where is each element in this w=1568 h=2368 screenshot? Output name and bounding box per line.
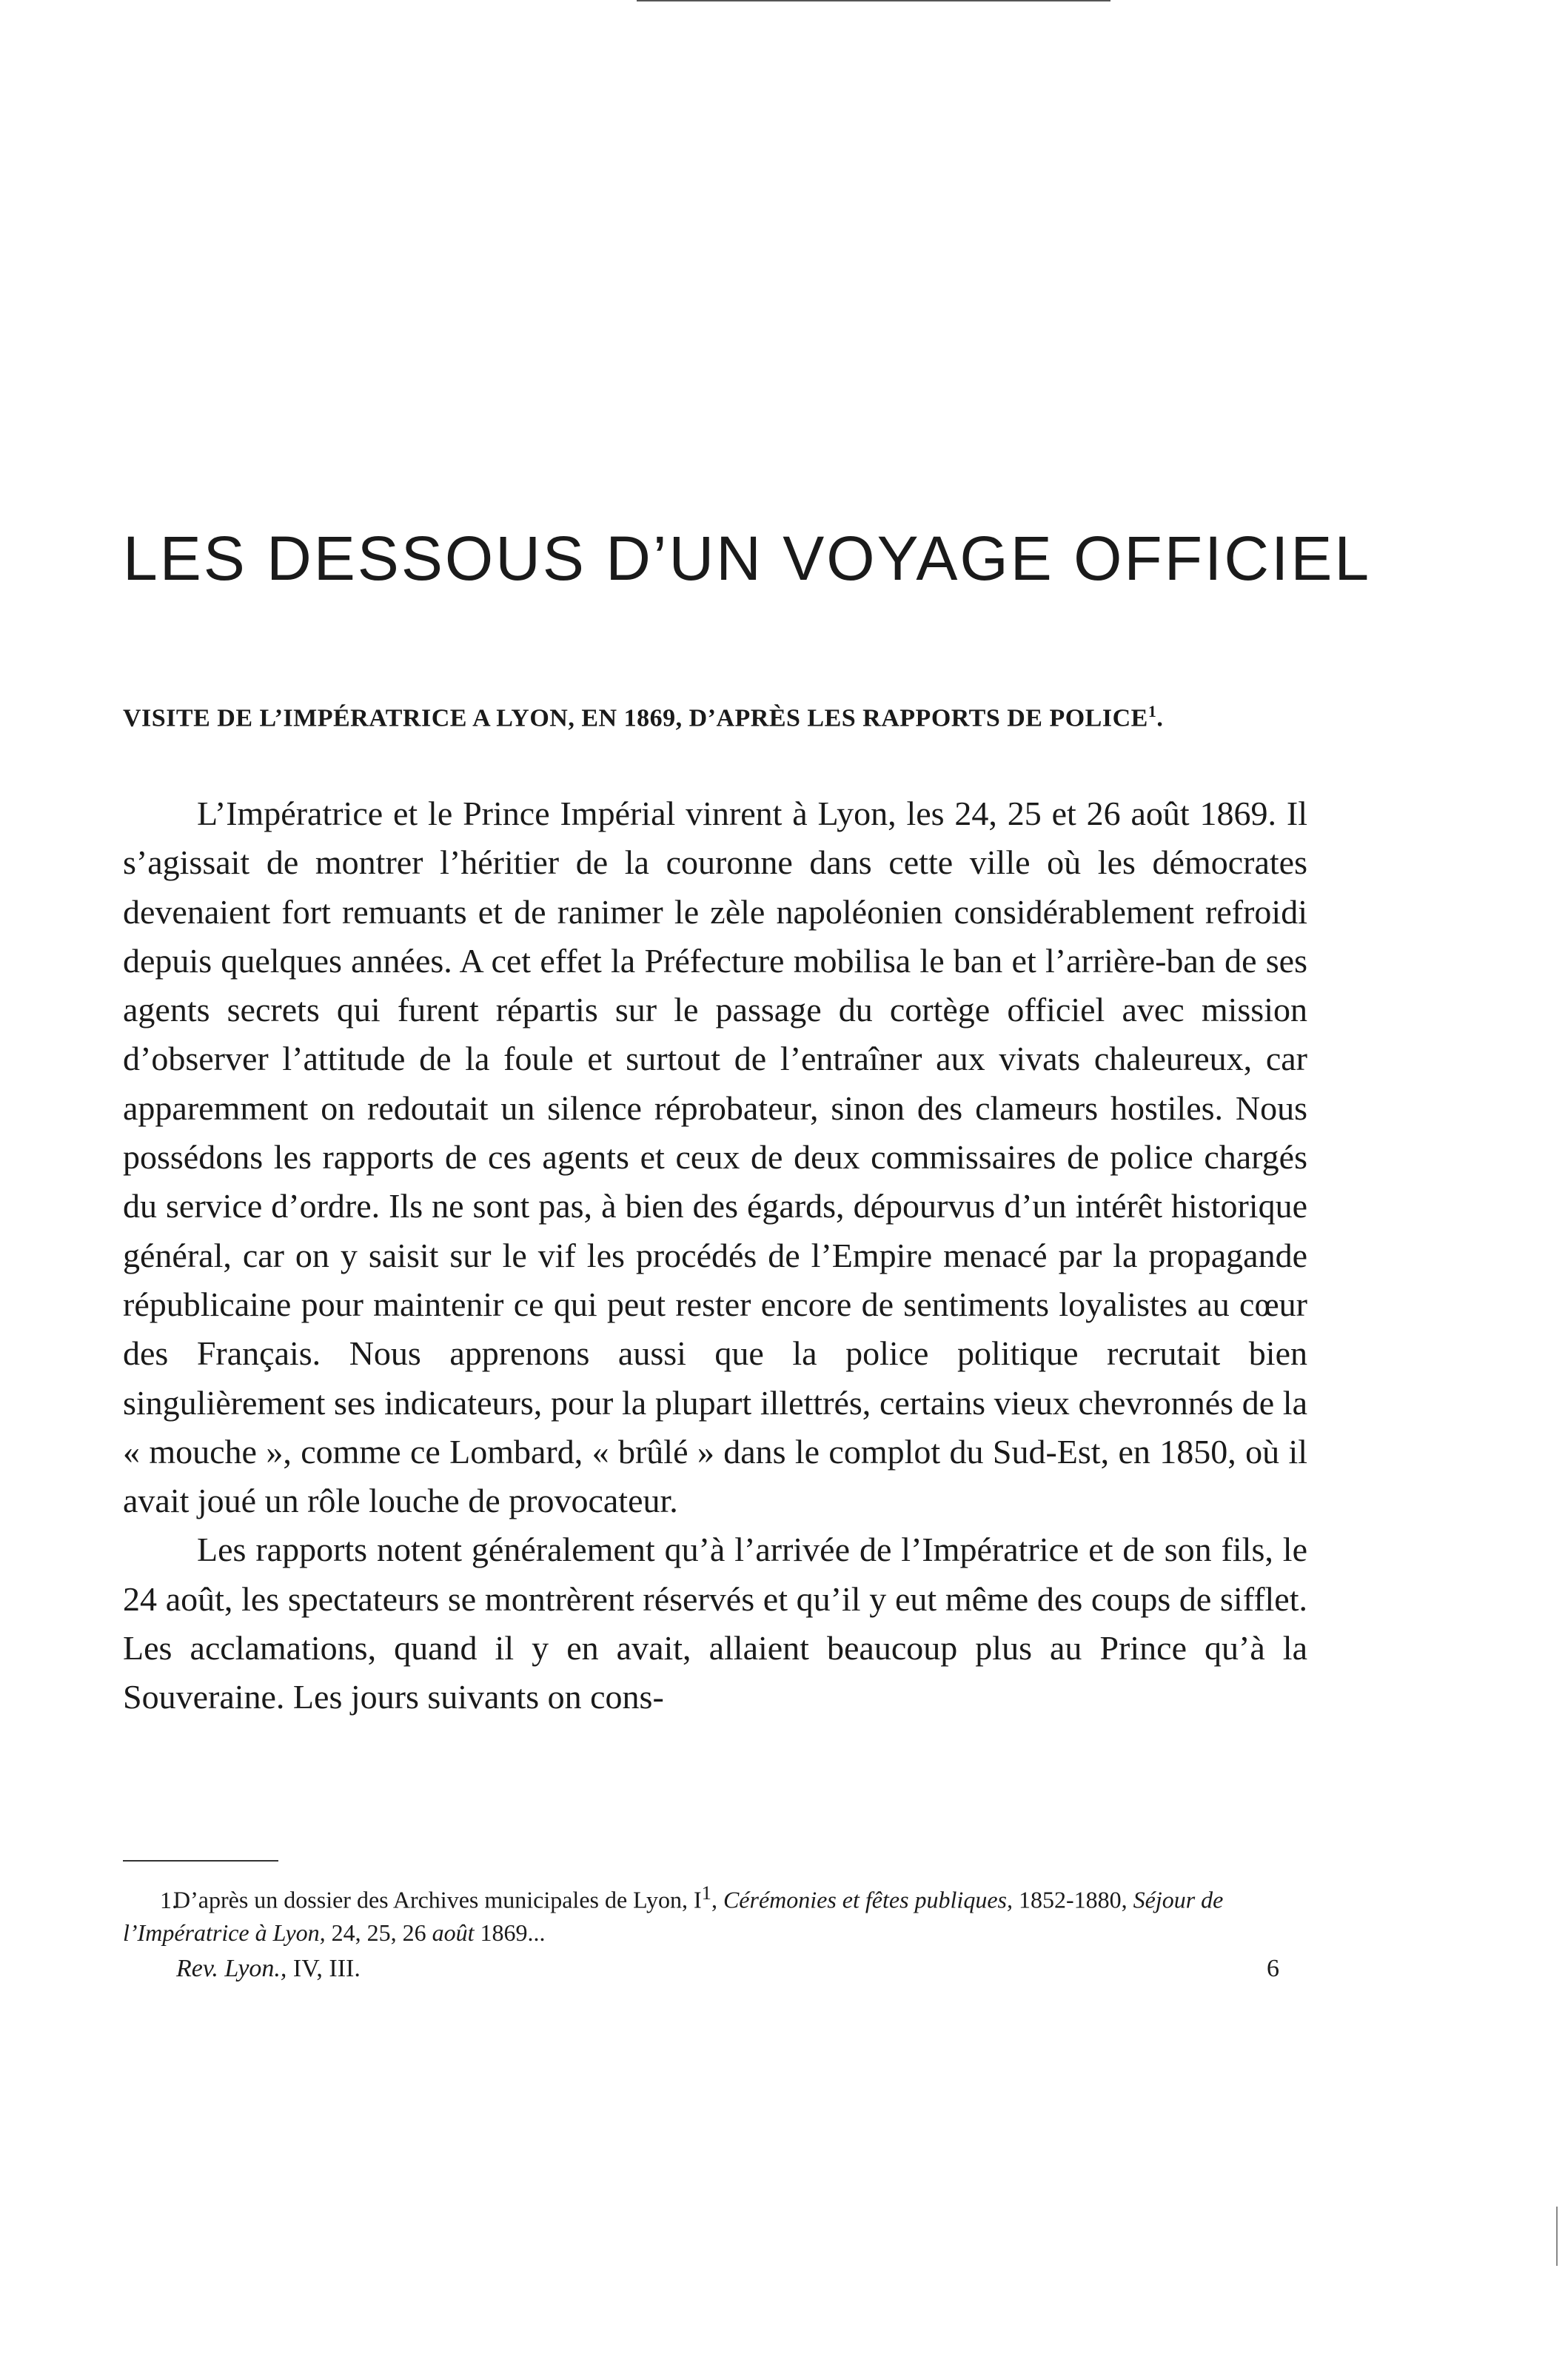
signature-sheet: 6: [1267, 1955, 1279, 1982]
footnote-number: 1.: [160, 1886, 178, 1913]
page-title: LES DESSOUS D’UN VOYAGE OFFICIEL: [123, 524, 1372, 593]
footnote-rule: [123, 1860, 278, 1862]
footnote-text-4: 1869...: [474, 1919, 546, 1946]
footnote-italic-2: Séjour de l’Impératrice à Lyon,: [123, 1886, 1224, 1946]
paragraph-1: L’Impératrice et le Prince Impérial vinrent à Lyon, les 24, 25 et 26 août 1869. Il s’agissait de montrer l’héritier de la couronne dans cette ville où les démocrates devenaient fort remuants et de ranimer le zèle napoléonien considérablement refroidi depuis quelques années. A cet effet la Préfecture mobilisa le ban et l’arrière-ban de ses agents secrets qui furent répartis sur le passage du cortège officiel avec mission d’observer l’attitude de la foule et surtout de l’entraîner aux vivats chaleureux, car apparemment on redoutait un silence réprobateur, sinon des clameurs hostiles. Nous possédons les rapports de ces agents et ceux de deux commissaires de police chargés du service d’ordre. Ils ne sont pas, à bien des égards, dépourvus d’un intérêt historique général, car on y saisit sur le vif les procédés de l’Empire menacé par la propagande républicaine pour maintenir ce qui peut rester encore de sentiments loyalistes au cœur des Français. Nous apprenons aussi que la police politique recrutait bien singulièrement ses indicateurs, pour la plupart illettrés, certains vieux chevronnés de la « mouche », comme ce Lombard, « brûlé » dans le complot du Sud-Est, en 1850, où il avait joué un rôle louche de provocateur.: [123, 795, 1307, 1520]
signature-left: [176, 1955, 361, 1983]
footnote-italic-3: août: [432, 1919, 475, 1946]
footnote-text-3: 24, 25, 26: [325, 1919, 432, 1946]
footnote: [123, 1876, 1307, 1949]
subtitle-period: .: [1156, 704, 1164, 732]
footnote-text-1: D’après un dossier des Archives municipales de Lyon, I: [173, 1886, 702, 1913]
footnote-italic-1: Cérémonies et fêtes publiques,: [723, 1886, 1013, 1913]
subtitle-note-marker: 1: [1147, 702, 1157, 720]
page-subtitle: [123, 702, 1307, 732]
top-rule: [637, 0, 1110, 1]
footnote-sep: ,: [711, 1886, 723, 1913]
footnote-sup: 1: [701, 1882, 711, 1904]
subtitle-text: VISITE DE L’IMPÉRATRICE A LYON, EN 1869, D’APRÈS LES RAPPORTS DE POLICE: [123, 704, 1148, 732]
signature-journal: Rev. Lyon.,: [176, 1955, 287, 1982]
right-edge-mark: [1556, 2207, 1558, 2266]
article-body: [123, 789, 1307, 1722]
footnote-text-2: 1852-1880,: [1012, 1886, 1133, 1913]
signature-volume: IV, III.: [287, 1955, 361, 1982]
paragraph-2: Les rapports notent généralement qu’à l’arrivée de l’Impératrice et de son fils, le 24 août, les spectateurs se montrèrent réservés et qu’il y eut même des coups de sifflet. Les acclamations, quand il y en avait, allaient beaucoup plus au Prince qu’à la Souveraine. Les jours suivants on cons-: [123, 1531, 1307, 1716]
page-signature: [176, 1955, 1279, 1983]
